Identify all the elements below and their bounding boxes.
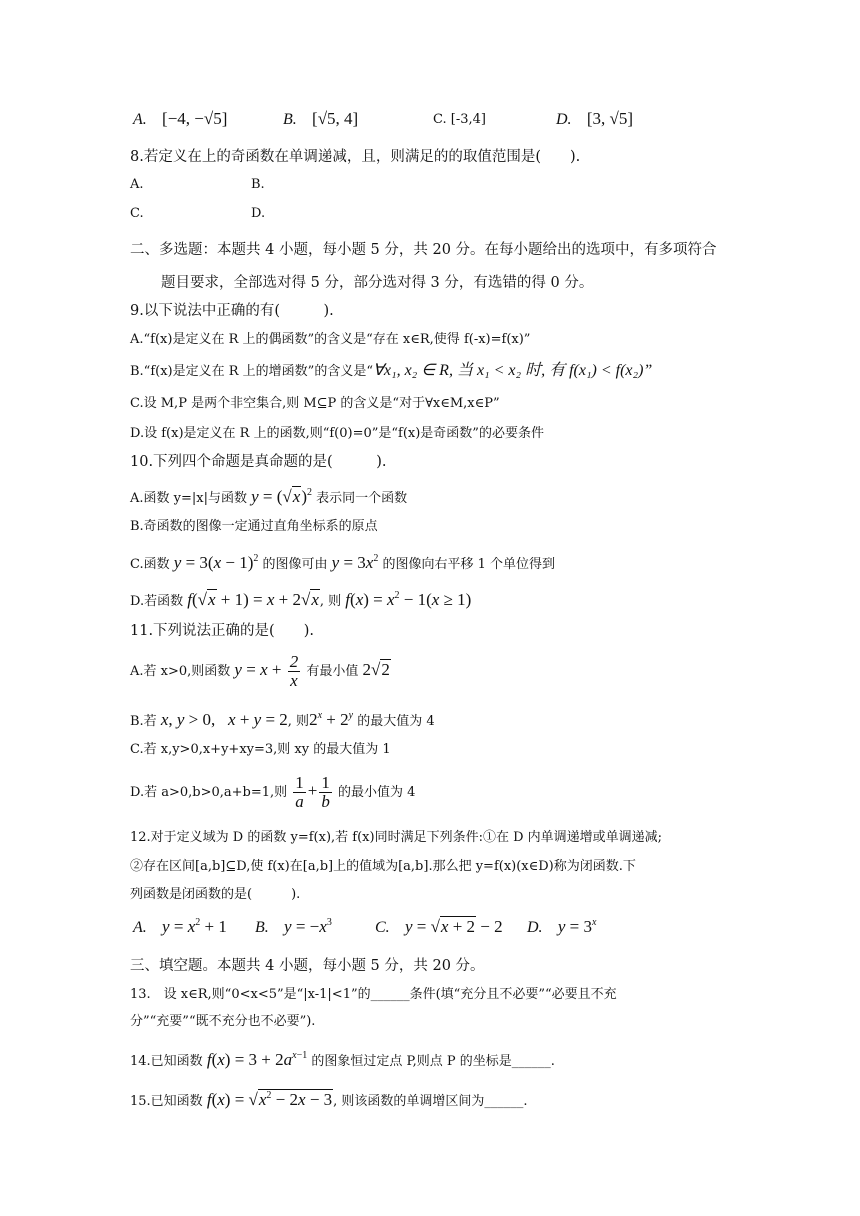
q8-option-a: A. [130, 177, 144, 192]
q12-line2: ②存在区间[a,b]⊆D,使 f(x)在[a,b]上的值域为[a,b].那么把 y=f(x)(x∈D)称为闭函数.下 [130, 859, 636, 874]
q7-option-c: C. [-3,4] [433, 112, 486, 127]
q11-option-b: B.若 x, y > 0, x + y = 2, 则$2^x + 2^y$ 的最大值为 4 [130, 710, 435, 729]
q12-option-d: D. $y = 3^x$ [527, 917, 597, 936]
q10-option-a: A.函数 y=|x|与函数 $y = (√x)^2$ 表示同一个函数 [130, 487, 408, 506]
q12-option-c: C. y = √x + 2 − 2 [375, 917, 503, 936]
q11-stem: 11.下列说法正确的是( ). [130, 623, 314, 639]
q12-option-b: B. $y = -x^3$ [255, 917, 332, 936]
q9-option-d: D.设 f(x)是定义在 R 上的函数,则“f(0)=0”是“f(x)是奇函数”的必要条件 [130, 426, 544, 441]
q13-line2: 分”“充要”“既不充分也不必要”). [130, 1014, 316, 1029]
q7-option-a: A. [−4, −√5] [133, 109, 228, 128]
q12-line3: 列函数是闭函数的是( ). [130, 887, 301, 902]
q13-line1: 13. 设 x∈R,则“0<x<5”是“|x-1|<1”的______条件(填“充分且不必要”“必要且不充 [130, 987, 617, 1002]
section2-heading-line2: 题目要求，全部选对得 5 分，部分选对得 3 分，有选错的得 0 分。 [161, 275, 594, 291]
q10-option-c: C.函数 $y = 3(x - 1)^2$ 的图像可由 $y = 3x^2$ 的图像向右平移 1 个单位得到 [130, 553, 556, 572]
q9-stem: 9.以下说法中正确的有( ). [130, 303, 334, 319]
q9-option-a: A.“f(x)是定义在 R 上的偶函数”的含义是“存在 x∈R,使得 f(-x)=f(x)” [130, 332, 531, 347]
q12-option-a: A. $y = x^2 + 1$ [133, 917, 227, 936]
section2-heading-line1: 二、多选题：本题共 4 小题，每小题 5 分，共 20 分。在每小题给出的选项中，有多项符合 [130, 242, 717, 258]
section3-heading: 三、填空题。本题共 4 小题，每小题 5 分，共 20 分。 [130, 958, 485, 974]
q10-option-b: B.奇函数的图像一定通过直角坐标系的原点 [130, 519, 378, 534]
q9-option-b: B.“f(x)是定义在 R 上的增函数”的含义是“∀x₁, x₂ ∈ R, 当 x₁ < x₂ 时, 有 f(x₁) < f(x₂)” [130, 362, 653, 379]
q8-option-d: D. [251, 206, 266, 221]
q7-option-b: B. [√5, 4] [283, 109, 359, 128]
q8-option-b: B. [251, 177, 265, 192]
q11-option-c: C.若 x,y>0,x+y+xy=3,则 xy 的最大值为 1 [130, 742, 391, 757]
q11-option-a: A.若 x>0,则函数 y = x + $\frac{2}{x}$ 有最小值 2√2 [130, 652, 390, 690]
q10-stem: 10.下列四个命题是真命题的是( ). [130, 454, 387, 470]
q7-option-d: D. [3, √5] [556, 109, 633, 128]
q15: 15.已知函数 $f(x) = √x^2 - 2x - 3$, 则该函数的单调增区间为______. [130, 1090, 528, 1109]
q9-option-c: C.设 M,P 是两个非空集合,则 M⊆P 的含义是“对于∀x∈M,x∈P” [130, 396, 500, 411]
q14: 14.已知函数 $f(x) = 3 + 2a^{x-1}$ 的图象恒过定点 P,则点 P 的坐标是______. [130, 1050, 555, 1069]
q8-option-c: C. [130, 206, 144, 221]
q11-option-d: D.若 a>0,b>0,a+b=1,则 $\frac{1}{a}$ + $\frac{1}{b}$ 的最小值为 4 [130, 773, 416, 811]
q10-option-d: D.若函数 f(√x + 1) = x + 2√x, 则 $f(x) = x^2 - 1(x \ge 1)$ [130, 590, 472, 609]
q8-stem: 8.若定义在上的奇函数在单调递减，且，则满足的的取值范围是( ). [130, 149, 581, 165]
q12-line1: 12.对于定义域为 D 的函数 y=f(x),若 f(x)同时满足下列条件:①在 D 内单调递增或单调递减; [130, 830, 663, 845]
